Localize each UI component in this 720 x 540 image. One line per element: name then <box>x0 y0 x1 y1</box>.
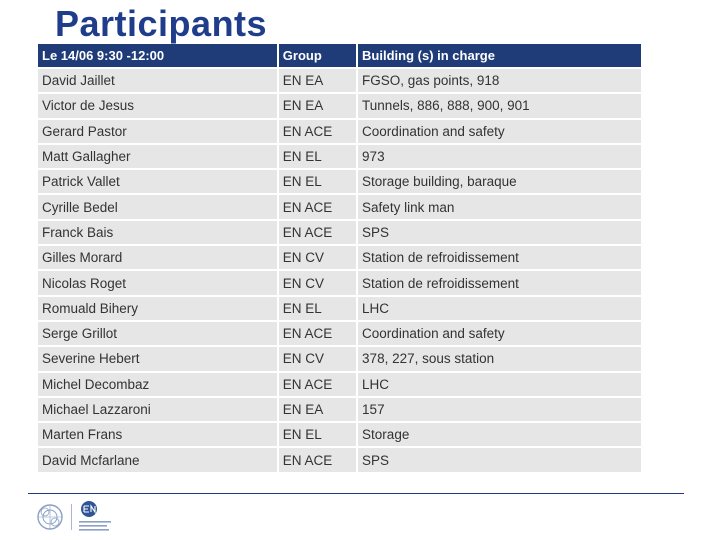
participant-building: Tunnels, 886, 888, 900, 901 <box>358 94 641 117</box>
table-row <box>38 145 641 168</box>
participant-group: EN CV <box>279 271 356 294</box>
footer-divider <box>28 493 684 494</box>
column-header-building: Building (s) in charge <box>358 44 641 67</box>
participant-building: 378, 227, sous station <box>358 347 641 370</box>
table-row <box>38 271 641 294</box>
participant-name: Serge Grillot <box>38 322 277 345</box>
participant-group: EN CV <box>279 246 356 269</box>
participant-building: SPS <box>358 221 641 244</box>
participant-name: Franck Bais <box>38 221 277 244</box>
participant-building: Station de refroidissement <box>358 246 641 269</box>
participant-name: Marten Frans <box>38 423 277 446</box>
participant-name: Gerard Pastor <box>38 120 277 143</box>
participant-name: David Mcfarlane <box>38 448 277 471</box>
participant-group: EN EL <box>279 145 356 168</box>
participant-group: EN EA <box>279 94 356 117</box>
table-row <box>38 221 641 244</box>
participant-name: Severine Hebert <box>38 347 277 370</box>
participant-building: Coordination and safety <box>358 120 641 143</box>
participant-group: EN EA <box>279 69 356 92</box>
participant-group: EN EA <box>279 398 356 421</box>
table-row <box>38 423 641 446</box>
participant-building: Storage <box>358 423 641 446</box>
slide-title: Participants <box>55 3 268 44</box>
participant-building: Storage building, baraque <box>358 170 641 193</box>
participant-name: Patrick Vallet <box>38 170 277 193</box>
table-row <box>38 195 641 218</box>
participant-name: Victor de Jesus <box>38 94 277 117</box>
table-row <box>38 170 641 193</box>
participant-group: EN CV <box>279 347 356 370</box>
participant-building: LHC <box>358 297 641 320</box>
participant-group: EN ACE <box>279 448 356 471</box>
participant-building: 973 <box>358 145 641 168</box>
table-row <box>38 347 641 370</box>
participant-name: David Jaillet <box>38 69 277 92</box>
column-header-session: Le 14/06 9:30 -12:00 <box>38 44 277 67</box>
participant-group: EN ACE <box>279 373 356 396</box>
table-row <box>38 94 641 117</box>
participant-building: Safety link man <box>358 195 641 218</box>
participant-name: Michael Lazzaroni <box>38 398 277 421</box>
table-row <box>38 297 641 320</box>
table-row <box>38 69 641 92</box>
participant-building: Station de refroidissement <box>358 271 641 294</box>
participant-name: Romuald Bihery <box>38 297 277 320</box>
participant-group: EN EL <box>279 423 356 446</box>
table-row <box>38 398 641 421</box>
participant-group: EN ACE <box>279 322 356 345</box>
table-row <box>38 246 641 269</box>
participant-building: LHC <box>358 373 641 396</box>
participant-name: Matt Gallagher <box>38 145 277 168</box>
column-header-group: Group <box>279 44 356 67</box>
participant-name: Cyrille Bedel <box>38 195 277 218</box>
participant-name: Gilles Morard <box>38 246 277 269</box>
table-row <box>38 448 641 471</box>
participants-table <box>36 42 643 474</box>
logo-separator <box>71 504 72 530</box>
cern-logo-icon <box>34 500 68 534</box>
participant-group: EN ACE <box>279 221 356 244</box>
participant-building: FGSO, gas points, 918 <box>358 69 641 92</box>
participant-group: EN EL <box>279 170 356 193</box>
participant-name: Michel Decombaz <box>38 373 277 396</box>
participant-name: Nicolas Roget <box>38 271 277 294</box>
participant-group: EN EL <box>279 297 356 320</box>
participant-building: 157 <box>358 398 641 421</box>
table-header-row <box>38 44 641 67</box>
table-row <box>38 373 641 396</box>
participant-building: SPS <box>358 448 641 471</box>
table-row <box>38 120 641 143</box>
participant-group: EN ACE <box>279 195 356 218</box>
participant-group: EN ACE <box>279 120 356 143</box>
en-department-logo-icon <box>78 500 118 534</box>
table-row <box>38 322 641 345</box>
participant-building: Coordination and safety <box>358 322 641 345</box>
